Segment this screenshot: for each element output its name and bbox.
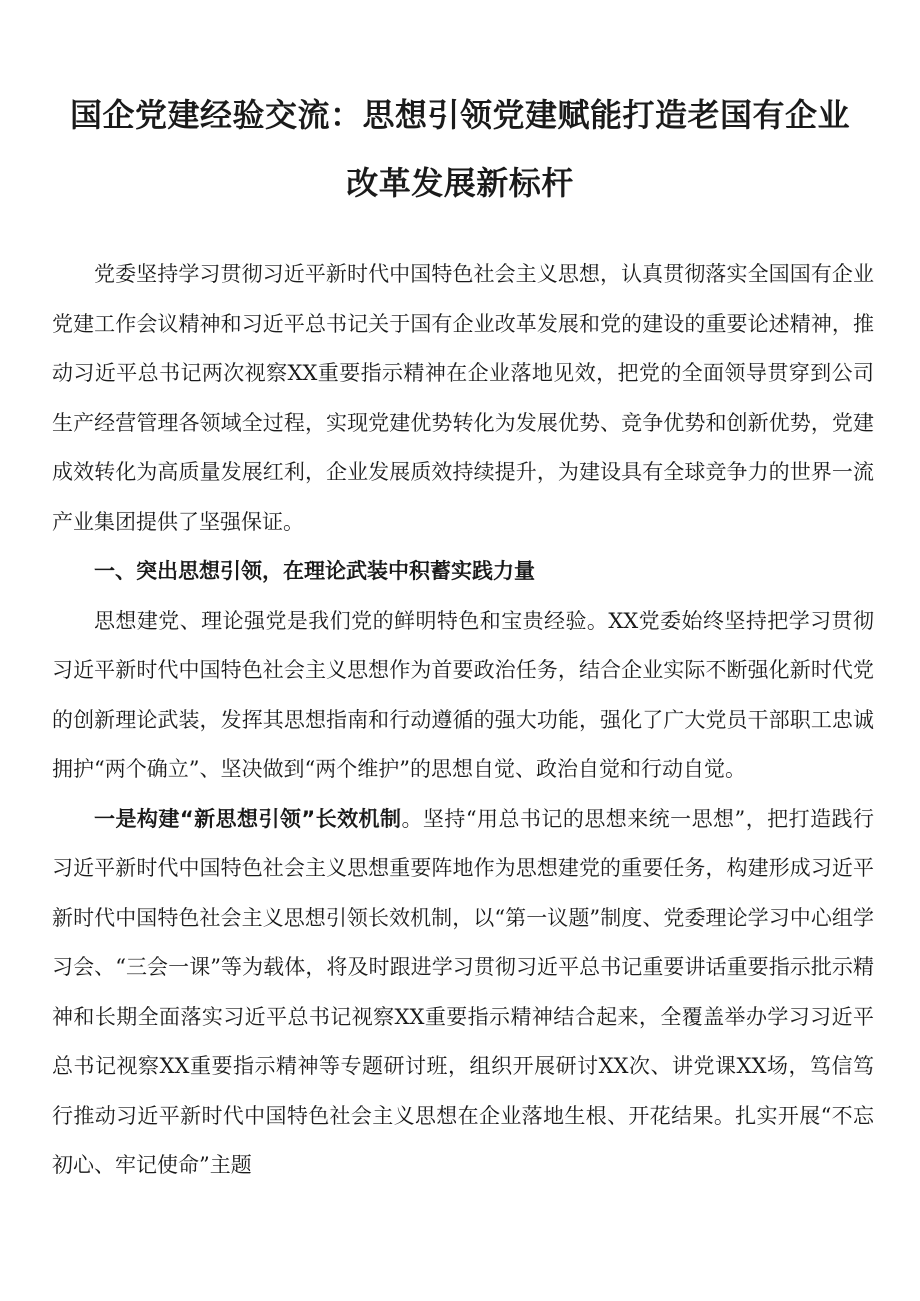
intro-paragraph: 党委坚持学习贯彻习近平新时代中国特色社会主义思想，认真贯彻落实全国国有企业党建工作会议精神和习近平总书记关于国有企业改革发展和党的建设的重要论述精神，推动习近平总书记两次视察XX重要指示精神在企业落地见效，把党的全面领导贯穿到公司生产经营管理各领域全过程，实现党建优势转化为发展优势、竞争优势和创新优势，党建成效转化为高质量发展红利，企业发展质效持续提升，为建设具有全球竞争力的世界一流产业集团提供了坚强保证。 [52,262,874,534]
section-1-heading: 一、突出思想引领，在理论武装中积蓄实践力量 [94,559,535,583]
point-1-body: 。坚持“用总书记的思想来统一思想”，把打造践行习近平新时代中国特色社会主义思想重要阵地作为思想建党的重要任务，构建形成习近平新时代中国特色社会主义思想引领长效机制，以“第一议题”制度、党委理论学习中心组学习会、“三会一课”等为载体，将及时跟进学习贯彻习近平总书记重要讲话重要指示批示精神和长期全面落实习近平总书记视察XX重要指示精神结合起来，全覆盖举办学习习近平总书记视察XX重要指示精神等专题研讨班，组织开展研讨XX次、讲党课XX场，笃信笃行推动习近平新时代中国特色社会主义思想在企业落地生根、开花结果。扎实开展“不忘初心、牢记使命”主题 [52,806,874,1177]
point-1-paragraph [52,795,874,1191]
document-title-line-1: 国企党建经验交流：思想引领党建赋能打造老国有企业 [69,96,850,134]
document-body [52,250,874,1191]
section-1-paragraph: 思想建党、理论强党是我们党的鲜明特色和宝贵经验。XX党委始终坚持把学习贯彻习近平新时代中国特色社会主义思想作为首要政治任务，结合企业实际不断强化新时代党的创新理论武装，发挥其思想指南和行动遵循的强大功能，强化了广大党员干部职工忠诚拥护“两个确立”、坚决做到“两个维护”的思想自觉、政治自觉和行动自觉。 [52,608,874,781]
document-title-line-2: 改革发展新标杆 [346,164,574,202]
point-1-lead: 一是构建“新思想引领”长效机制 [94,806,402,831]
